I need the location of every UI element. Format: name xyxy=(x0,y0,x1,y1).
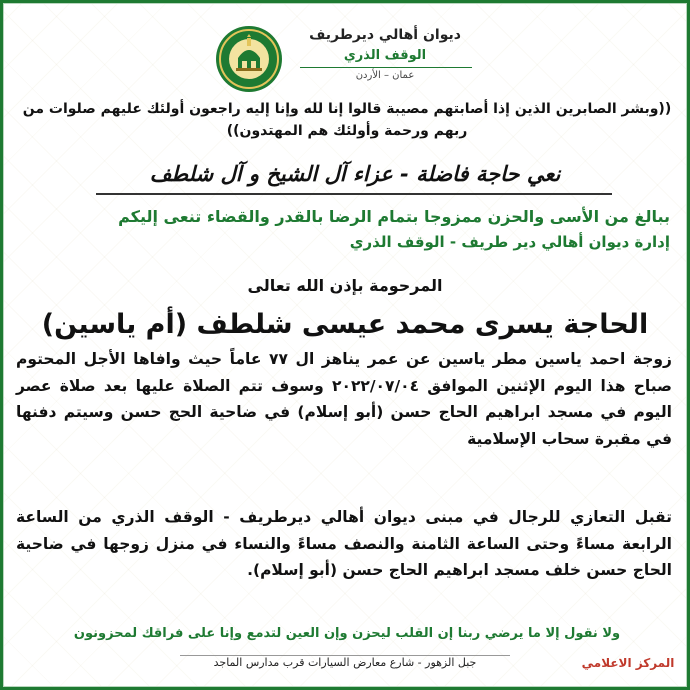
mosque-crest-logo-icon xyxy=(214,24,284,94)
media-center-label: المركز الاعلامي xyxy=(581,656,675,670)
header-divider xyxy=(300,67,472,68)
announcement-line-1: ببالغ من الأسى والحزن ممزوجا بتمام الرضا بالقدر والقضاء تنعى إليكم xyxy=(118,207,670,226)
headline-underline xyxy=(96,193,612,195)
body-text: زوجة احمد ياسين مطر ياسين عن عمر يناهز ال ٧٧ عاماً حيث وافاها الأجل المحتوم صباح هذا اليوم الإثنين الموافق ٢٠٢٢/٠٧/٠٤ وسوف تتم الصلاة عليها بعد صلاة عصر اليوم في مسجد ابراهيم الحاج حسن (أبو إسلام) في ضاحية الحج حسن وسيتم دفنها في مقبرة سحاب الإسلامية xyxy=(16,350,672,448)
closing-text: ولا نقول إلا ما يرضي ربنا إن القلب ليحزن وإن العين لتدمع وإنا على فراقك لمحزونون xyxy=(73,626,621,641)
headline: نعي حاجة فاضلة - عزاء آل الشيخ و آل شلطف xyxy=(149,162,561,186)
condolences-text: تقبل التعازي للرجال في مبنى ديوان أهالي ديرطريف - الوقف الذري من الساعة الرابعة مساءً وحتى الساعة الثامنة والنصف مساءً والنساء في منزل زوجها في ضاحية الحاج حسن خلف مسجد ابراهيم الحاج حسن (أبو إسلام). xyxy=(16,508,672,579)
announcement-line-2: إدارة ديوان أهالي دير طريف - الوقف الذري xyxy=(349,233,670,251)
header-title: ديوان أهالي ديرطريف xyxy=(309,27,461,43)
footer-address: جبل الزهور - شارع معارض السيارات قرب مدارس الماجد xyxy=(213,656,477,669)
deceased-name: الحاجة يسرى محمد عيسى شلطف (أم ياسين) xyxy=(41,309,649,340)
quran-verse: ((وبشر الصابرين الذين إذا أصابتهم مصيبة قالوا إنا لله وإنا إليه راجعون أولئك عليهم صلوات من ربهم ورحمة وأولئك هم المهتدون)) xyxy=(22,101,672,139)
intro-text: المرحومة بإذن الله تعالى xyxy=(247,276,443,295)
header-subtitle: الوقف الذري xyxy=(343,48,427,63)
header-location: عمان – الأردن xyxy=(355,70,415,81)
